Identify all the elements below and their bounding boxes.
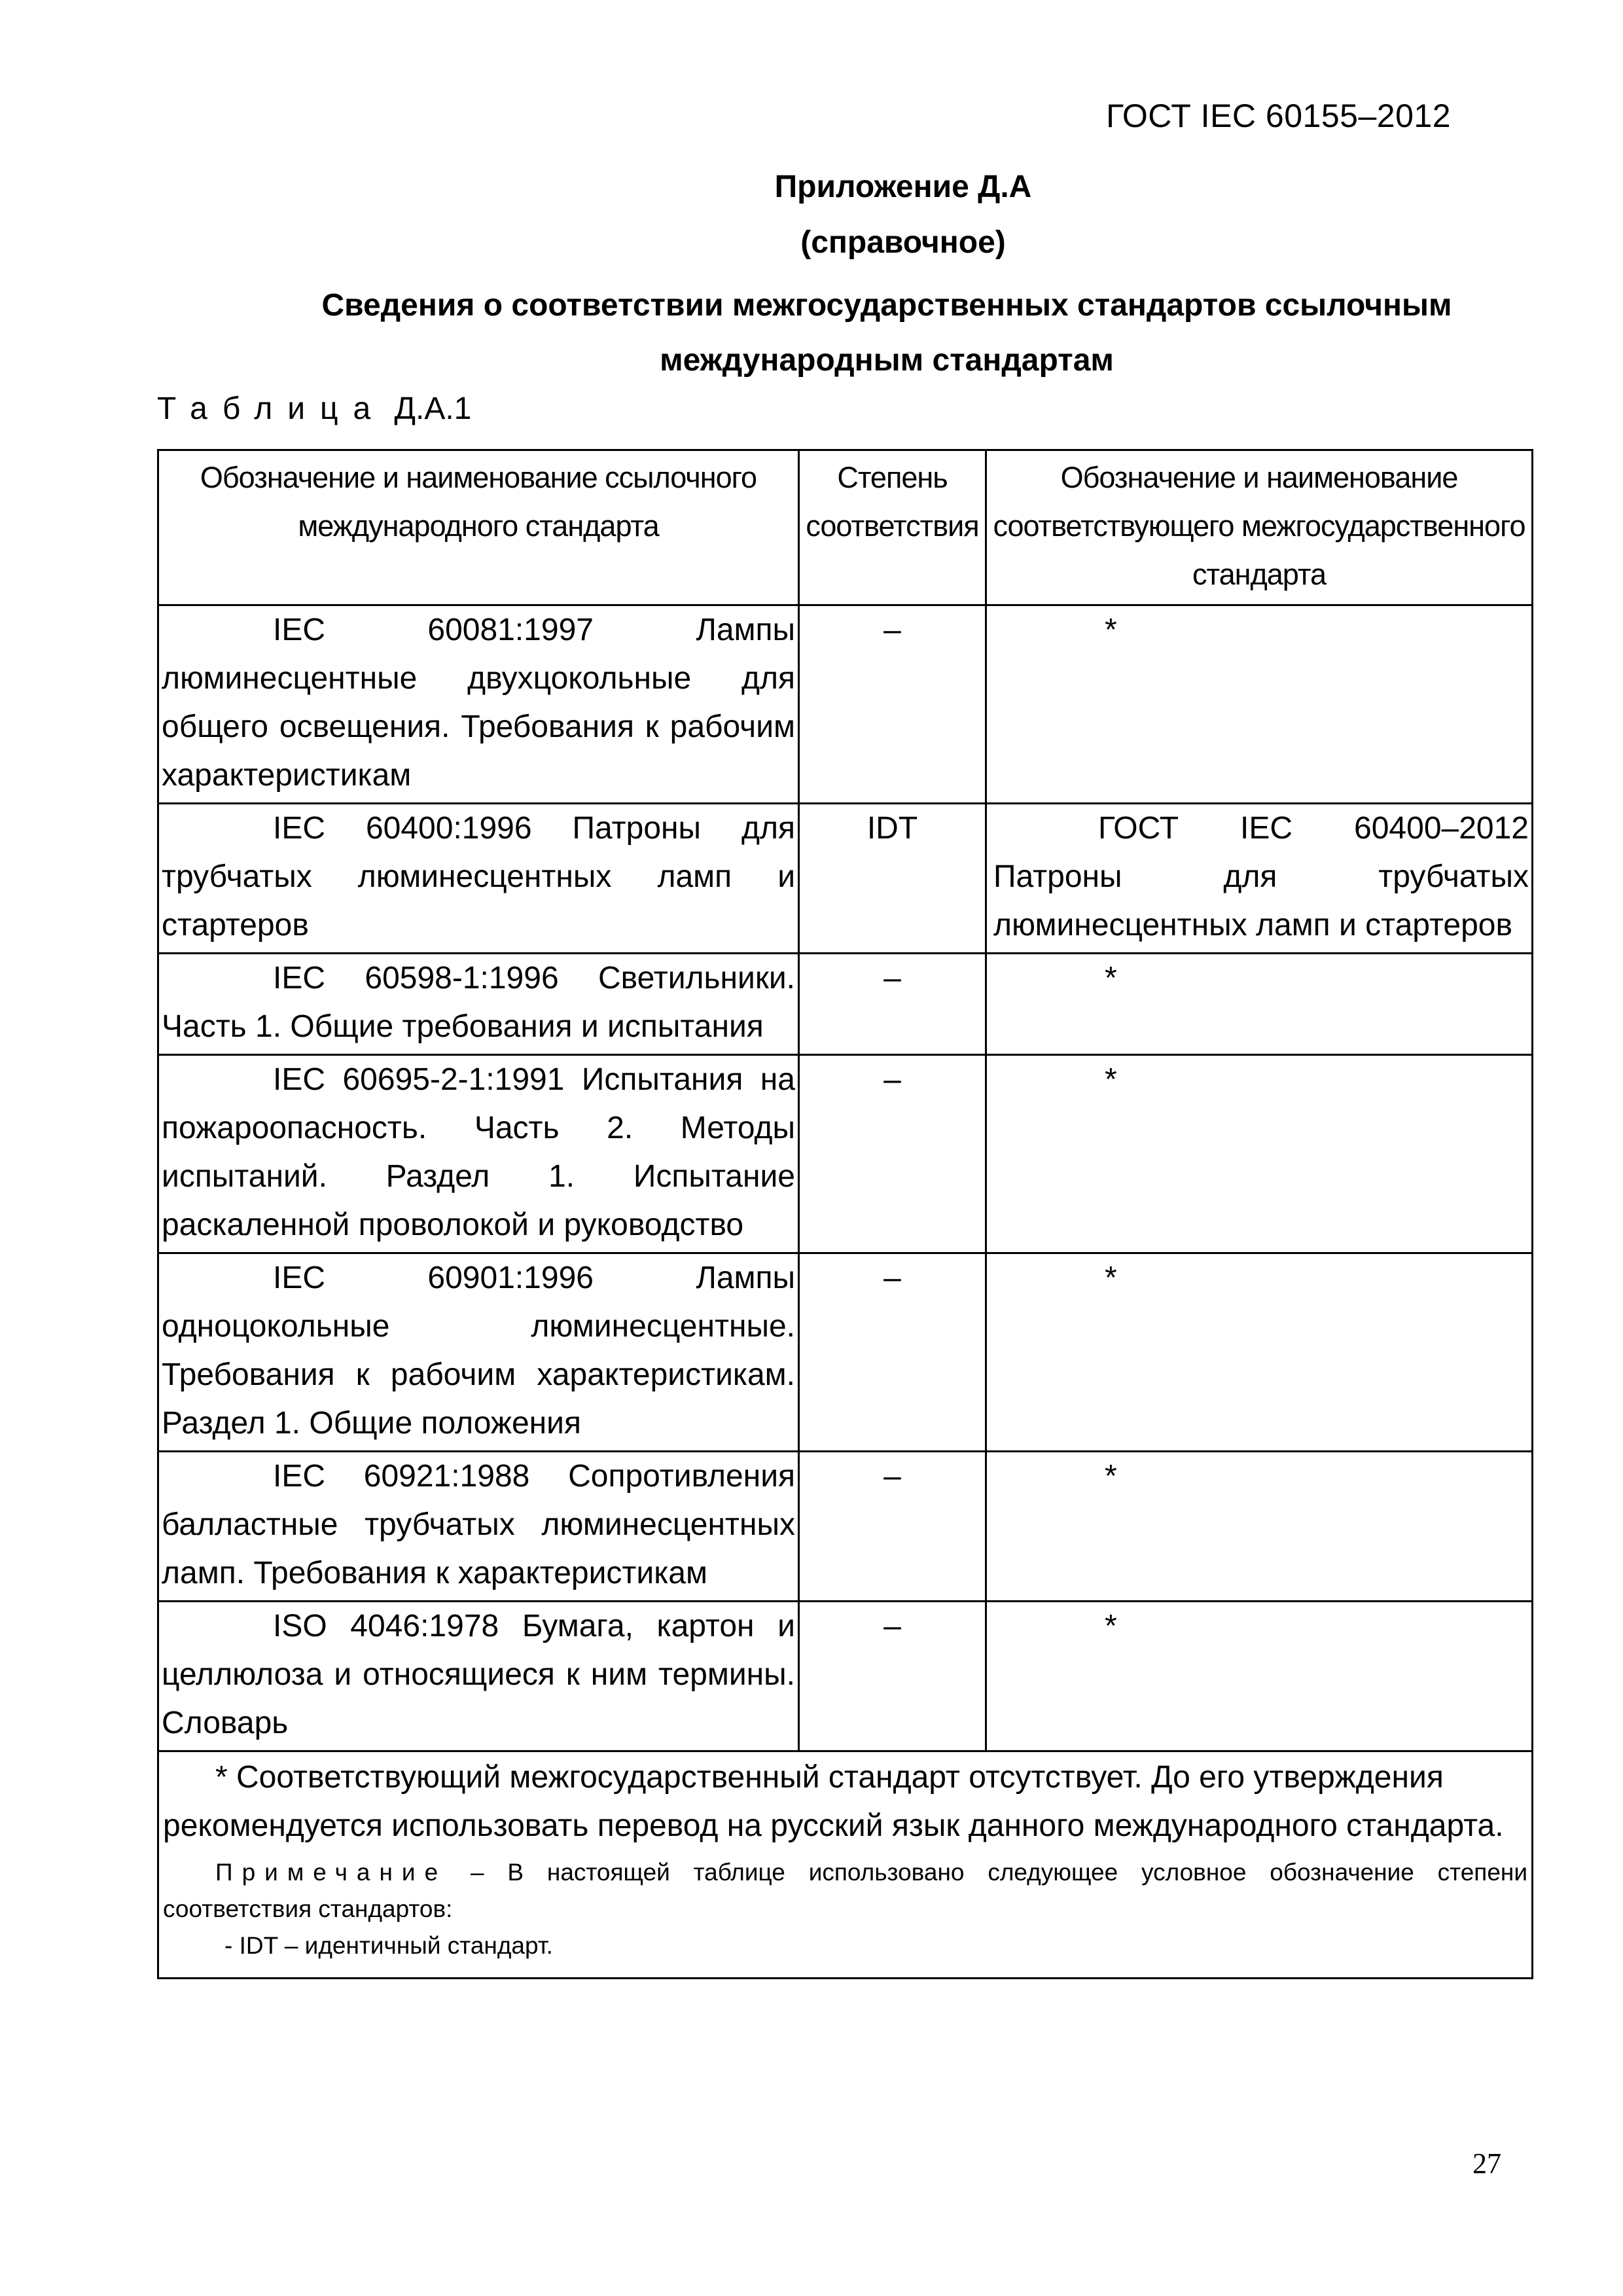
column-header-reference-standard: Обозначение и наименование ссылочного международного стандарта: [158, 450, 799, 605]
table-label-number: Д.А.1: [394, 391, 472, 426]
document-code: ГОСТ IEC 60155–2012: [1106, 98, 1451, 134]
annex-type: (справочное): [800, 225, 1006, 260]
reference-standard-cell: IEC 60921:1988 Сопротивления балластные трубчатых люминесцентных ламп. Требования к характеристикам: [158, 1452, 799, 1602]
table-row: [158, 1055, 1533, 1253]
table-footer-cell: [158, 1751, 1533, 1979]
table-row: [158, 1452, 1533, 1602]
reference-standard-cell: IEC 60400:1996 Патроны для трубчатых люминесцентных ламп и стартеров: [158, 804, 799, 954]
interstate-standard-cell: *: [986, 1253, 1533, 1452]
degree-cell: –: [799, 1452, 986, 1602]
interstate-standard-cell: *: [986, 1055, 1533, 1253]
degree-cell: –: [799, 1602, 986, 1751]
reference-standard-cell: IEC 60598-1:1996 Светильники. Часть 1. Общие требования и испытания: [158, 954, 799, 1055]
degree-cell: –: [799, 1253, 986, 1452]
note: [159, 1850, 1531, 1928]
annex-title: Приложение Д.А: [774, 170, 1032, 204]
table-header-row: [158, 450, 1533, 605]
column-header-interstate-standard: Обозначение и наименование соответствующего межгосударственного стандарта: [986, 450, 1533, 605]
degree-cell: –: [799, 605, 986, 804]
reference-standard-cell: IEC 60695-2-1:1991 Испытания на пожароопасность. Часть 2. Методы испытаний. Раздел 1. Испытание раскаленной проволокой и руководство: [158, 1055, 799, 1253]
correspondence-table: [157, 449, 1533, 1979]
table-label: [157, 391, 471, 427]
table-row: [158, 1253, 1533, 1452]
note-item: - IDT – идентичный стандарт.: [224, 1932, 553, 1959]
page-number: 27: [1472, 2147, 1501, 2179]
degree-cell: –: [799, 954, 986, 1055]
degree-cell: –: [799, 1055, 986, 1253]
table-label-word: Таблица: [157, 391, 386, 426]
footnote: * Соответствующий межгосударственный стандарт отсутствует. До его утверждения рекомендуется использовать перевод на русский язык данного международного стандарта.: [163, 1760, 1504, 1843]
column-header-degree: Степень соответствия: [799, 450, 986, 605]
interstate-standard-cell: ГОСТ IEC 60400–2012 Патроны для трубчатых люминесцентных ламп и стартеров: [986, 804, 1533, 954]
table-row: [158, 954, 1533, 1055]
note-label: Примечание: [215, 1859, 448, 1886]
table-row: [158, 1602, 1533, 1751]
reference-standard-cell: ISO 4046:1978 Бумага, картон и целлюлоза и относящиеся к ним термины. Словарь: [158, 1602, 799, 1751]
table-row: [158, 605, 1533, 804]
interstate-standard-cell: *: [986, 1602, 1533, 1751]
note-text: – В настоящей таблице использовано следующее условное обозначение степени соответствия стандартов:: [163, 1859, 1528, 1922]
interstate-standard-cell: *: [986, 605, 1533, 804]
interstate-standard-cell: *: [986, 1452, 1533, 1602]
table-row: [158, 804, 1533, 954]
degree-cell: IDT: [799, 804, 986, 954]
reference-standard-cell: IEC 60901:1996 Лампы одноцокольные люминесцентные. Требования к рабочим характеристикам. Раздел 1. Общие положения: [158, 1253, 799, 1452]
annex-heading: Сведения о соответствии межгосударственных стандартов ссылочным международным стандартам: [321, 288, 1452, 378]
interstate-standard-cell: *: [986, 954, 1533, 1055]
table-footer-row: [158, 1751, 1533, 1979]
reference-standard-cell: IEC 60081:1997 Лампы люминесцентные двухцокольные для общего освещения. Требования к рабочим характеристикам: [158, 605, 799, 804]
